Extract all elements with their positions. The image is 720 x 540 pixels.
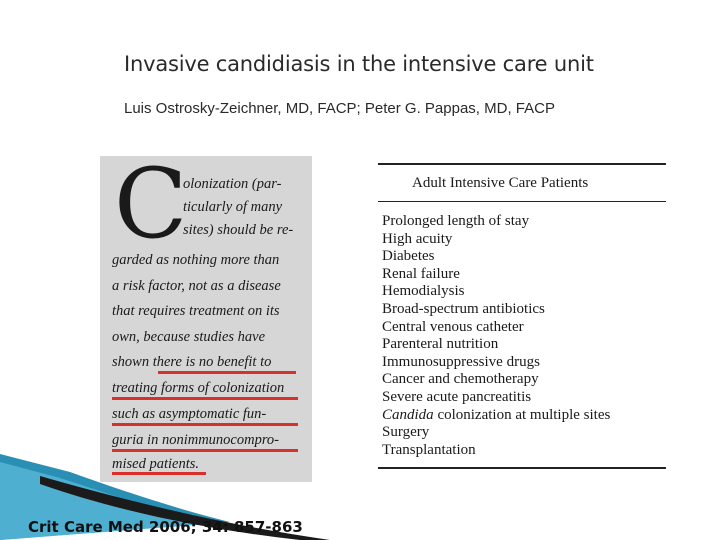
list-item: Cancer and chemotherapy bbox=[382, 371, 539, 388]
table-top-rule bbox=[378, 163, 666, 165]
list-item: High acuity bbox=[382, 230, 453, 247]
quote-box bbox=[100, 148, 312, 482]
list-item: Renal failure bbox=[382, 265, 460, 282]
list-item: Diabetes bbox=[382, 248, 435, 265]
quote-line: mised patients. bbox=[112, 456, 199, 472]
quote-line: garded as nothing more than bbox=[112, 252, 280, 268]
quote-line: own, because studies have bbox=[112, 329, 266, 345]
candida-italic: Candida bbox=[382, 406, 434, 423]
list-item: Parenteral nutrition bbox=[382, 336, 499, 353]
citation: Crit Care Med 2006; 34: 857-863 bbox=[28, 518, 303, 536]
quote-line: that requires treatment on its bbox=[112, 303, 280, 319]
article-authors: Luis Ostrosky-Zeichner, MD, FACP; Peter G. Pappas, MD, FACP bbox=[124, 100, 555, 117]
risk-factor-list bbox=[382, 213, 610, 459]
list-item: Severe acute pancreatitis bbox=[382, 388, 532, 405]
table-bottom-rule bbox=[378, 467, 666, 469]
list-item: Prolonged length of stay bbox=[382, 213, 530, 229]
article-title: Invasive candidiasis in the intensive care unit bbox=[124, 52, 594, 76]
table-header-rule bbox=[378, 201, 666, 202]
quote-line: ticularly of many bbox=[183, 199, 283, 215]
table-heading: Adult Intensive Care Patients bbox=[412, 175, 589, 191]
list-item: Central venous catheter bbox=[382, 318, 524, 335]
quote-line: sites) should be re- bbox=[183, 222, 294, 238]
quote-line: guria in nonimmunocompro- bbox=[112, 432, 280, 448]
list-item: Hemodialysis bbox=[382, 283, 465, 300]
list-item: Broad-spectrum antibiotics bbox=[382, 300, 545, 317]
quote-line: such as asymptomatic fun- bbox=[112, 406, 267, 422]
quote-line: treating forms of colonization bbox=[112, 380, 285, 396]
quote-underline bbox=[112, 423, 298, 426]
list-item bbox=[382, 407, 610, 425]
list-item: Surgery bbox=[382, 424, 430, 441]
quote-line: olonization (par- bbox=[183, 176, 282, 192]
quote-dropcap: C bbox=[114, 148, 188, 260]
quote-line: a risk factor, not as a disease bbox=[112, 278, 281, 294]
list-item: Transplantation bbox=[382, 441, 476, 458]
list-item: Immunosuppressive drugs bbox=[382, 353, 540, 370]
quote-underline bbox=[112, 397, 298, 400]
quote-line: shown there is no benefit to bbox=[112, 354, 272, 370]
quote-underline bbox=[158, 371, 296, 374]
list-item-text: colonization at multiple sites bbox=[437, 406, 611, 423]
